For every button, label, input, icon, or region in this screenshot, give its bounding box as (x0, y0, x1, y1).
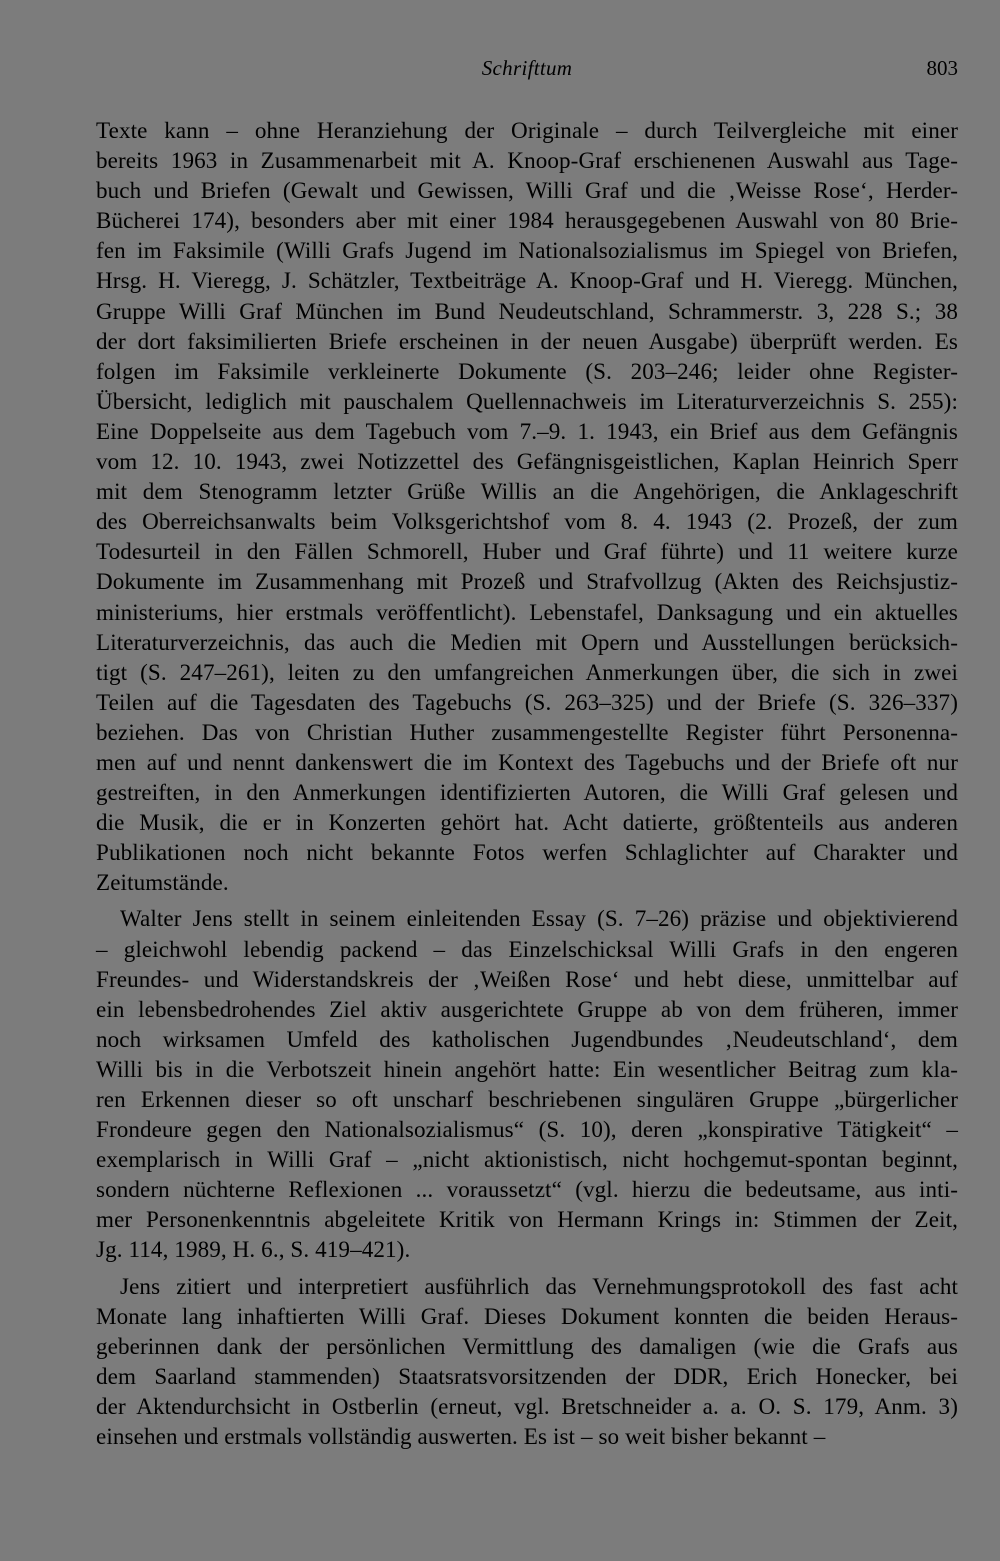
text-line: der dort faksimilierten Briefe erscheinen in der neuen Ausgabe) überprüft werden. Es (96, 327, 958, 354)
text-line: Frondeure gegen den Nationalsozialismus“ (S. 10), deren „konspirative Tätigkeit“ – (96, 1116, 958, 1143)
text-line: noch wirksamen Umfeld des katholischen Jugendbundes ‚Neudeutschland‘, dem (96, 1025, 958, 1052)
text-line: buch und Briefen (Gewalt und Gewissen, Willi Graf und die ‚Weisse Rose‘, Herder- (96, 177, 958, 204)
text-line: vom 12. 10. 1943, zwei Notizzettel des Gefängnisgeistlichen, Kaplan Heinrich Sperr (96, 448, 958, 475)
text-line: bereits 1963 in Zusammenarbeit mit A. Knoop-Graf erschienenen Auswahl aus Tage- (96, 147, 958, 174)
text-line: Jg. 114, 1989, H. 6., S. 419–421). (96, 1236, 411, 1263)
text-line: Freundes- und Widerstandskreis der ‚Weißen Rose‘ und hebt diese, unmittelbar auf (96, 965, 958, 992)
text-line: mer Personenkenntnis abgeleitete Kritik von Hermann Krings in: Stimmen der Zeit, (96, 1206, 958, 1233)
text-line: men auf und nennt dankenswert die im Kontext des Tagebuchs und der Briefe oft nur (96, 748, 958, 775)
text-line: einsehen und erstmals vollständig auswerten. Es ist – so weit bisher bekannt – (96, 1423, 826, 1450)
text-line: geberinnen dank der persönlichen Vermittlung des damaligen (wie die Grafs aus (96, 1332, 958, 1359)
text-line: Todesurteil in den Fällen Schmorell, Huber und Graf führte) und 11 weitere kurze (96, 538, 958, 565)
text-line: tigt (S. 247–261), leiten zu den umfangreichen Anmerkungen über, die sich in zwei (96, 658, 958, 685)
text-line: Willi bis in die Verbotszeit hinein angehört hatte: Ein wesentlicher Beitrag zum kla- (96, 1055, 958, 1082)
text-line: Literaturverzeichnis, das auch die Medien mit Opern und Ausstellungen berücksich- (96, 628, 958, 655)
text-line: der Aktendurchsicht in Ostberlin (erneut, vgl. Bretschneider a. a. O. S. 179, Anm. 3) (96, 1392, 958, 1419)
text-line: Teilen auf die Tagesdaten des Tagebuchs (S. 263–325) und der Briefe (S. 326–337) (96, 688, 958, 715)
text-line: Monate lang inhaftierten Willi Graf. Dieses Dokument konnten die beiden Heraus- (96, 1302, 958, 1329)
text-line: dem Saarland stammenden) Staatsratsvorsitzenden der DDR, Erich Honecker, bei (96, 1362, 958, 1389)
text-line: Eine Doppelseite aus dem Tagebuch vom 7.–9. 1. 1943, ein Brief aus dem Gefängnis (96, 417, 958, 444)
text-line: Texte kann – ohne Heranziehung der Originale – durch Teilvergleiche mit einer (96, 117, 958, 143)
text-line: des Oberreichsanwalts beim Volksgerichtshof vom 8. 4. 1943 (2. Prozeß, der zum (96, 508, 958, 535)
text-line: ein lebensbedrohendes Ziel aktiv ausgerichtete Gruppe ab von dem früheren, immer (96, 995, 958, 1022)
text-line: Zeitumstände. (96, 869, 229, 896)
text-line: beziehen. Das von Christian Huther zusammengestellte Register führt Personenna- (96, 718, 958, 745)
text-line: gestreiften, in den Anmerkungen identifizierten Autoren, die Willi Graf gelesen und (96, 779, 958, 806)
running-title: Schrifttum (481, 56, 573, 80)
text-line: mit dem Stenogramm letzter Grüße Willis an die Angehörigen, die Anklageschrift (96, 478, 958, 505)
paragraph-3 (96, 1271, 958, 1452)
text-line: Publikationen noch nicht bekannte Fotos werfen Schlaglichter auf Charakter und (96, 839, 958, 866)
text-line: Dokumente im Zusammenhang mit Prozeß und Strafvollzug (Akten des Reichsjustiz- (96, 568, 958, 595)
page-header (96, 56, 958, 86)
paragraph-1 (96, 115, 958, 897)
text-line: Bücherei 174), besonders aber mit einer 1984 herausgegebenen Auswahl von 80 Brie- (96, 207, 958, 234)
text-line: die Musik, die er in Konzerten gehört hat. Acht datierte, größtenteils aus anderen (96, 809, 958, 836)
text-line: exemplarisch in Willi Graf – „nicht aktionistisch, nicht hochgemut-spontan beginnt, (96, 1146, 958, 1173)
page-number: 803 (926, 56, 958, 80)
text-line: fen im Faksimile (Willi Grafs Jugend im Nationalsozialismus im Spiegel von Briefen, (96, 237, 958, 264)
text-line: folgen im Faksimile verkleinerte Dokumente (S. 203–246; leider ohne Register- (96, 357, 958, 384)
body-text (96, 115, 958, 1451)
text-line: Hrsg. H. Vieregg, J. Schätzler, Textbeiträge A. Knoop-Graf und H. Vieregg. München, (96, 267, 958, 294)
text-line: sondern nüchterne Reflexionen ... voraussetzt“ (vgl. hierzu die bedeutsame, aus inti- (96, 1176, 958, 1203)
text-line: – gleichwohl lebendig packend – das Einzelschicksal Willi Grafs in den engeren (96, 935, 958, 962)
paragraph-2 (96, 903, 958, 1264)
text-line: Gruppe Willi Graf München im Bund Neudeutschland, Schrammerstr. 3, 228 S.; 38 (96, 297, 958, 324)
text-line: ministeriums, hier erstmals veröffentlicht). Lebenstafel, Danksagung und ein aktuelles (96, 598, 958, 625)
text-line: ren Erkennen dieser so oft unscharf beschriebenen singulären Gruppe „bürgerlicher (96, 1086, 958, 1112)
text-line: Jens zitiert und interpretiert ausführlich das Vernehmungsprotokoll des fast acht (120, 1272, 958, 1299)
text-line: Walter Jens stellt in seinem einleitenden Essay (S. 7–26) präzise und objektivierend (120, 905, 958, 932)
text-line: Übersicht, lediglich mit pauschalem Quellennachweis im Literaturverzeichnis S. 255): (96, 387, 958, 414)
